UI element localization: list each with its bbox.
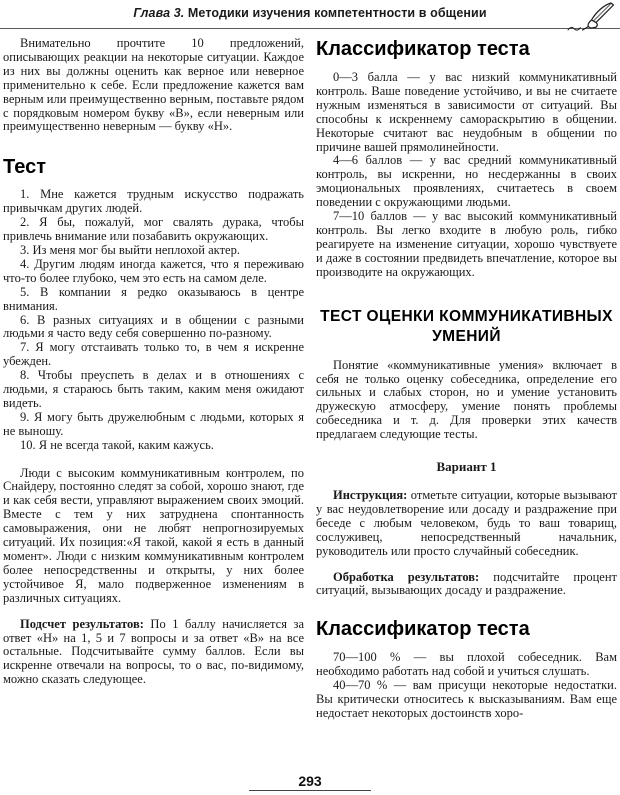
test-item: 2. Я бы, пожалуй, мог свалять дурака, чтобы привлечь внимание или позабавить окружающих.	[3, 215, 304, 244]
page-body	[0, 29, 620, 721]
instruction-text: отметьте ситуации, которые вызывают у вас неудовлетворение или досаду и раздражение при беседе с любым человеком, будь то ваш товарищ, сослуживец, непосредственный начальник, руководитель или просто случайный собеседник.	[316, 488, 617, 558]
classifier-paragraph: 0—3 балла — у вас низкий коммуникативный контроль. Ваше поведение устойчиво, и вы не считаете нужным изменяться в зависимости от ситуаций. Вы способны к искреннему самораскрытию в общении. Некоторые считают вас неудобным в общении по причине вашей прямолинейности.	[316, 70, 617, 154]
classifier2-paragraph: 70—100 % — вы плохой собеседник. Вам необходимо работать над собой и учиться слушать.	[316, 650, 617, 679]
processing-text: подсчитайте процент ситуаций, вызывающих досаду и раздражение.	[316, 569, 617, 598]
test-item: 1. Мне кажется трудным искусство подражать привычкам других людей.	[3, 187, 304, 216]
scoring-text: По 1 баллу начисляется за ответ «Н» на 1, 5 и 7 вопросы и за ответ «В» на все остальные. Подсчитывайте сумму баллов. Если вы искренне отвечали на вопросы, то о вас, по-видимому, можно сказать следующее.	[3, 616, 304, 687]
processing-paragraph	[316, 571, 617, 599]
test-item: 7. Я могу отстаивать только то, в чем я искренне убежден.	[3, 340, 304, 369]
scoring-lead: Подсчет результатов:	[20, 616, 144, 631]
classifier2-paragraph: 40—70 % — вам присущи некоторые недостатки. Вы критически относитесь к высказываниям. Вам еще недостает некоторых достоинств хоро-	[316, 678, 617, 720]
classifier-paragraph: 7—10 баллов — у вас высокий коммуникативный контроль. Вы легко входите в любую роль, гибко реагируете на изменение ситуации, хорошо чувствуете и даже в состоянии предвидеть впечатление, которое вы производите на окружающих.	[316, 209, 617, 279]
classifier2-heading: Классификатор теста	[316, 618, 530, 641]
test-item: 3. Из меня мог бы выйти неплохой актер.	[20, 242, 240, 257]
instruction-paragraph	[316, 489, 617, 559]
test-item: 6. В разных ситуациях и в общении с разными людьми я часто веду себя совершенно по-разному.	[3, 312, 304, 341]
test-item: 8. Чтобы преуспеть в делах и в отношениях с людьми, я стараюсь быть таким, каким меня ожидают видеть.	[3, 368, 304, 410]
intro-paragraph: Внимательно прочтите 10 предложений, описывающих реакции на некоторые ситуации. Каждое из них вы должны оценить как верное или неверное применительно к себе. Если предложение кажется вам верным или преимущественно верным, поставьте рядом с порядковым номером букву «В», если неверным или преимущественно неверным — букву «Н».	[3, 36, 304, 134]
test-heading: Тест	[3, 156, 46, 179]
snyder-paragraph: Люди с высоким коммуникативным контролем, по Снайдеру, постоянно следят за собой, хорошо знают, где и как себя вести, управляют выражением своих эмоций. Вместе с тем у них затруднена спонтанность самовыражения, они не любят непрогнозируемых ситуаций. Их позиция:«Я такой, какой я есть в данный момент». Люди с низким коммуникативным контролем более непосредственны и открыты, у них более устойчивое Я, мало подверженное изменениям в различных ситуациях.	[3, 465, 305, 605]
page-number: 293	[298, 773, 322, 789]
processing-lead: Обработка результатов:	[333, 569, 480, 584]
chapter-title: Методики изучения компетентности в общении	[187, 6, 487, 20]
test-item: 4. Другим людям иногда кажется, что я переживаю что-то более глубоко, чем это есть на самом деле.	[3, 256, 304, 285]
right-column	[316, 29, 617, 721]
test-item: 10. Я не всегда такой, каким кажусь.	[20, 437, 214, 452]
writing-hand-icon	[565, 1, 617, 32]
test-item: 5. В компании я редко оказываюсь в центре внимания.	[3, 284, 304, 313]
scoring-paragraph	[3, 618, 304, 688]
test-item: 9. Я могу быть дружелюбным с людьми, которых я не выношу.	[3, 409, 304, 438]
section-intro-paragraph: Понятие «коммуникативные умения» включает в себя не только оценку собеседника, определение его сильных и слабых сторон, но и умение установить дружескую атмосферу, умение понять проблемы собеседника и т. д. Для проверки этих качеств предлагаем следующие тесты.	[316, 357, 617, 442]
left-column	[3, 29, 304, 721]
page-header	[0, 0, 620, 29]
classifier-paragraph: 4—6 баллов — у вас средний коммуникативный контроль, вы искренни, но несдержанны в своих эмоциональных проявлениях, считаетесь в своем поведении с окружающими людьми.	[316, 153, 617, 210]
variant-heading: Вариант 1	[436, 459, 497, 475]
page-footer	[0, 773, 620, 791]
section-heading: ТЕСТ ОЦЕНКИ КОММУНИКАТИВНЫХ УМЕНИЙ	[320, 307, 613, 345]
instruction-lead: Инструкция:	[333, 488, 408, 503]
classifier-heading: Классификатор теста	[316, 38, 530, 60]
chapter-label: Глава 3.	[133, 6, 185, 20]
footer-rule	[249, 790, 371, 791]
